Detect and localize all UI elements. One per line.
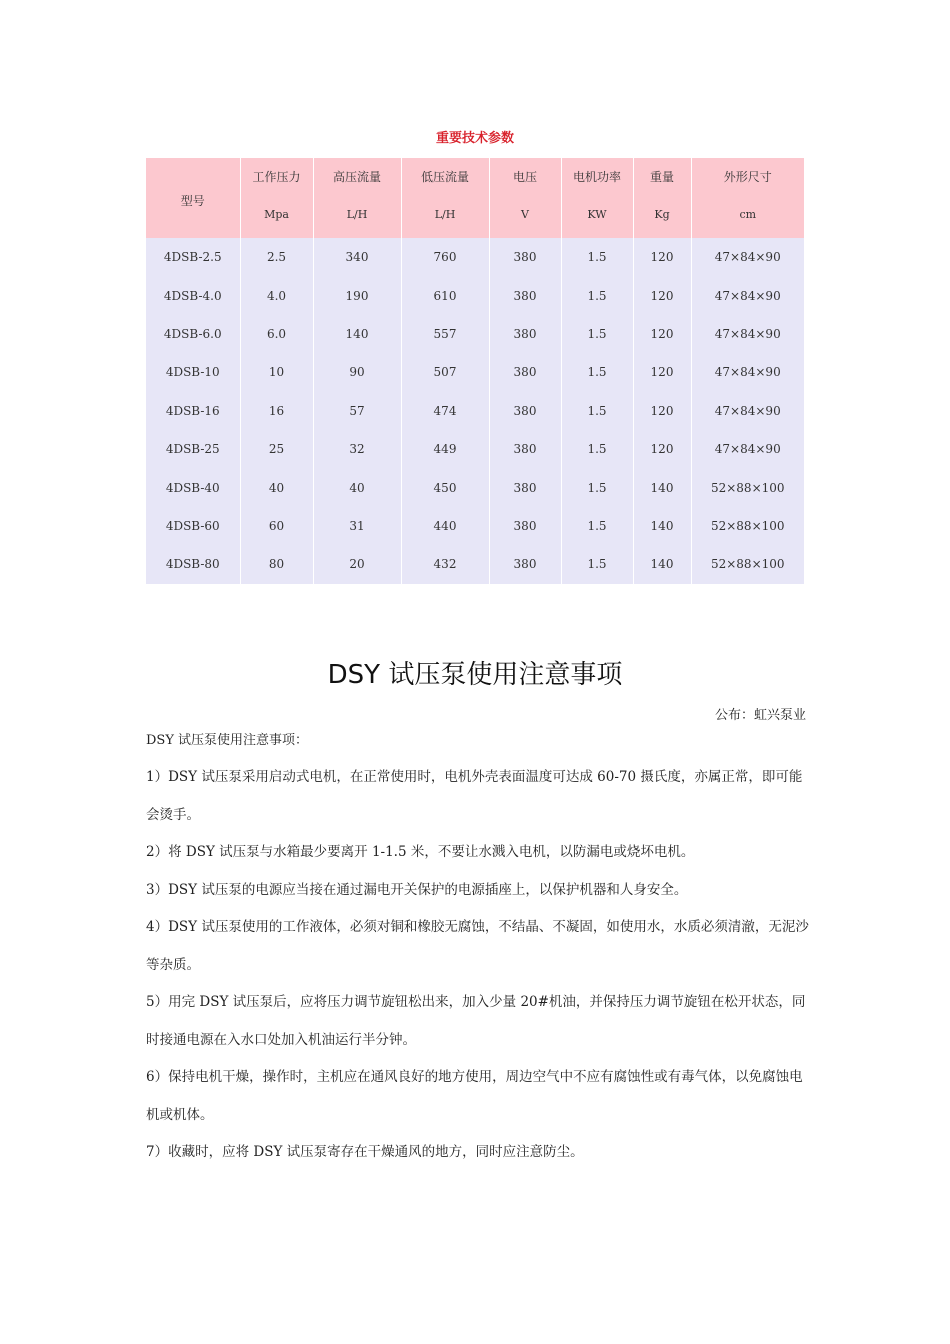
cell-weight: 140 (633, 468, 691, 506)
cell-high-flow: 340 (313, 238, 401, 276)
cell-model: 4DSB-40 (146, 468, 240, 506)
cell-low-flow: 557 (401, 315, 489, 353)
unit-pressure: Mpa (240, 190, 313, 238)
cell-voltage: 380 (489, 507, 561, 545)
table-row (146, 353, 804, 391)
cell-power: 1.5 (561, 507, 633, 545)
cell-size: 52×88×100 (691, 545, 804, 583)
note-item: 7）收藏时，应将 DSY 试压泵寄存在干燥通风的地方，同时应注意防尘。 (146, 1144, 584, 1160)
table-row (146, 468, 804, 506)
cell-model: 4DSB-60 (146, 507, 240, 545)
cell-model: 4DSB-4.0 (146, 276, 240, 314)
article-intro: DSY 试压泵使用注意事项： (146, 733, 309, 748)
cell-power: 1.5 (561, 238, 633, 276)
cell-voltage: 380 (489, 353, 561, 391)
cell-voltage: 380 (489, 430, 561, 468)
cell-pressure: 10 (240, 353, 313, 391)
table-row (146, 392, 804, 430)
cell-voltage: 380 (489, 238, 561, 276)
cell-weight: 120 (633, 315, 691, 353)
cell-power: 1.5 (561, 545, 633, 583)
cell-power: 1.5 (561, 353, 633, 391)
table-row (146, 315, 804, 353)
cell-high-flow: 57 (313, 392, 401, 430)
cell-model: 4DSB-2.5 (146, 238, 240, 276)
cell-pressure: 4.0 (240, 276, 313, 314)
cell-power: 1.5 (561, 315, 633, 353)
cell-low-flow: 432 (401, 545, 489, 583)
cell-weight: 140 (633, 545, 691, 583)
cell-model: 4DSB-25 (146, 430, 240, 468)
cell-model: 4DSB-6.0 (146, 315, 240, 353)
note-item: 6）保持电机干燥，操作时，主机应在通风良好的地方使用，周边空气中不应有腐蚀性或有毒气体，以免腐蚀电机或机体。 (146, 1069, 803, 1123)
unit-weight: Kg (633, 190, 691, 238)
cell-power: 1.5 (561, 276, 633, 314)
cell-pressure: 25 (240, 430, 313, 468)
table-row (146, 430, 804, 468)
table-row (146, 238, 804, 276)
note-item: 4）DSY 试压泵使用的工作液体，必须对铜和橡胶无腐蚀，不结晶、不凝固，如使用水，水质必须清澈，无泥沙等杂质。 (146, 919, 809, 973)
table-row (146, 276, 804, 314)
cell-high-flow: 20 (313, 545, 401, 583)
cell-size: 47×84×90 (691, 276, 804, 314)
cell-weight: 140 (633, 507, 691, 545)
cell-low-flow: 507 (401, 353, 489, 391)
table-unit-row (146, 190, 804, 238)
unit-high-flow: L/H (313, 190, 401, 238)
unit-power: KW (561, 190, 633, 238)
cell-low-flow: 449 (401, 430, 489, 468)
cell-power: 1.5 (561, 468, 633, 506)
cell-weight: 120 (633, 276, 691, 314)
cell-high-flow: 90 (313, 353, 401, 391)
unit-size: cm (691, 190, 804, 238)
table-row (146, 507, 804, 545)
cell-high-flow: 32 (313, 430, 401, 468)
cell-size: 47×84×90 (691, 392, 804, 430)
table-header-row (146, 158, 804, 190)
publisher-label: 公布：虹兴泵业 (714, 708, 806, 723)
header-power: 电机功率 (561, 158, 633, 190)
note-item: 1）DSY 试压泵采用启动式电机，在正常使用时，电机外壳表面温度可达成 60-70 摄氏度，亦属正常，即可能会烫手。 (146, 769, 803, 823)
cell-size: 47×84×90 (691, 430, 804, 468)
header-model: 型号 (146, 158, 240, 238)
cell-size: 52×88×100 (691, 507, 804, 545)
cell-weight: 120 (633, 430, 691, 468)
cell-high-flow: 40 (313, 468, 401, 506)
table-title: 重要技术参数 (435, 131, 514, 146)
cell-voltage: 380 (489, 468, 561, 506)
cell-model: 4DSB-16 (146, 392, 240, 430)
cell-voltage: 380 (489, 276, 561, 314)
cell-size: 52×88×100 (691, 468, 804, 506)
notes-list (146, 759, 810, 1172)
cell-low-flow: 474 (401, 392, 489, 430)
cell-size: 47×84×90 (691, 353, 804, 391)
header-voltage: 电压 (489, 158, 561, 190)
header-low-flow: 低压流量 (401, 158, 489, 190)
cell-size: 47×84×90 (691, 238, 804, 276)
note-item: 2）将 DSY 试压泵与水箱最少要离开 1-1.5 米，不要让水溅入电机，以防漏电或烧坏电机。 (146, 844, 695, 860)
article-title: DSY 试压泵使用注意事项 (327, 660, 623, 690)
cell-weight: 120 (633, 353, 691, 391)
cell-voltage: 380 (489, 545, 561, 583)
note-item: 5）用完 DSY 试压泵后，应将压力调节旋钮松出来，加入少量 20#机油，并保持压力调节旋钮在松开状态，同时接通电源在入水口处加入机油运行半分钟。 (146, 994, 806, 1048)
cell-low-flow: 610 (401, 276, 489, 314)
cell-low-flow: 440 (401, 507, 489, 545)
unit-voltage: V (489, 190, 561, 238)
cell-power: 1.5 (561, 430, 633, 468)
cell-pressure: 60 (240, 507, 313, 545)
header-pressure: 工作压力 (240, 158, 313, 190)
cell-size: 47×84×90 (691, 315, 804, 353)
cell-low-flow: 760 (401, 238, 489, 276)
cell-weight: 120 (633, 238, 691, 276)
cell-high-flow: 31 (313, 507, 401, 545)
cell-high-flow: 140 (313, 315, 401, 353)
table-row (146, 545, 804, 583)
cell-pressure: 80 (240, 545, 313, 583)
cell-model: 4DSB-10 (146, 353, 240, 391)
header-size: 外形尺寸 (691, 158, 804, 190)
cell-pressure: 16 (240, 392, 313, 430)
cell-weight: 120 (633, 392, 691, 430)
cell-voltage: 380 (489, 315, 561, 353)
spec-table (146, 158, 804, 584)
cell-power: 1.5 (561, 392, 633, 430)
cell-pressure: 2.5 (240, 238, 313, 276)
note-item: 3）DSY 试压泵的电源应当接在通过漏电开关保护的电源插座上，以保护机器和人身安全。 (146, 881, 688, 898)
cell-model: 4DSB-80 (146, 545, 240, 583)
header-weight: 重量 (633, 158, 691, 190)
cell-pressure: 40 (240, 468, 313, 506)
cell-voltage: 380 (489, 392, 561, 430)
cell-pressure: 6.0 (240, 315, 313, 353)
cell-low-flow: 450 (401, 468, 489, 506)
cell-high-flow: 190 (313, 276, 401, 314)
unit-low-flow: L/H (401, 190, 489, 238)
header-high-flow: 高压流量 (313, 158, 401, 190)
